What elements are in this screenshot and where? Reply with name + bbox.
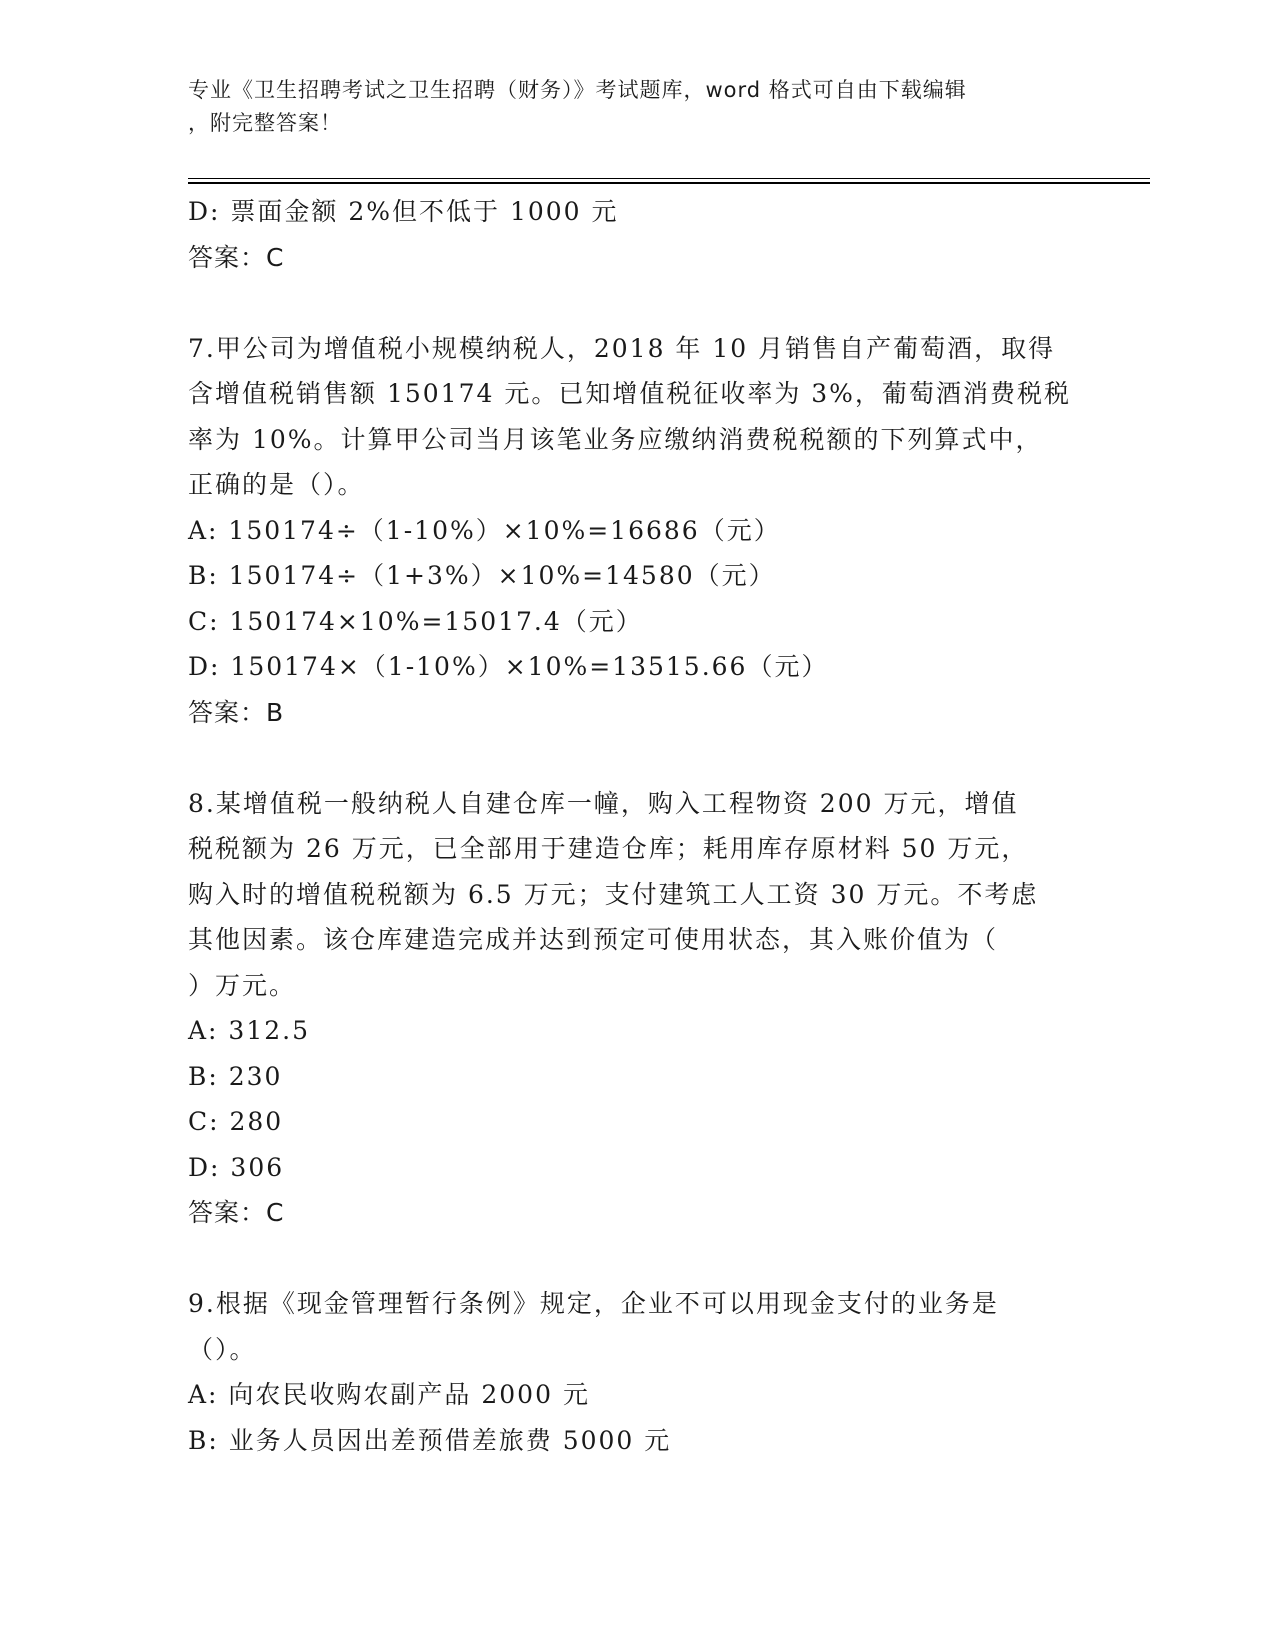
document-body [188, 189, 1088, 1463]
spacer [188, 735, 1088, 781]
question-text: 购入时的增值税税额为 6.5 万元；支付建筑工人工资 30 万元。不考虑 [188, 879, 1039, 909]
option-a: A: 向农民收购农副产品 2000 元 [188, 1380, 590, 1409]
option-a: A: 150174÷（1-10%）×10%=16686（元） [188, 515, 781, 545]
question-text: 7.甲公司为增值税小规模纳税人，2018 年 10 月销售自产葡萄酒，取得 [188, 333, 1056, 363]
option-b: B: 150174÷（1+3%）×10%=14580（元） [188, 561, 776, 590]
question-9 [188, 1281, 1088, 1463]
header-rule-thick [188, 182, 1150, 184]
option-c: C: 280 [188, 1107, 284, 1136]
question-text: 8.某增值税一般纳税人自建仓库一幢，购入工程物资 200 万元，增值 [188, 788, 1019, 818]
spacer [188, 1236, 1088, 1282]
option-d: D: 票面金额 2%但不低于 1000 元 [188, 197, 619, 226]
question-text: 9.根据《现金管理暂行条例》规定，企业不可以用现金支付的业务是 [188, 1289, 999, 1318]
question-text: 正确的是（）。 [188, 470, 365, 499]
option-b: B: 业务人员因出差预借差旅费 5000 元 [188, 1425, 672, 1455]
option-c: C: 150174×10%=15017.4（元） [188, 606, 643, 636]
option-b: B: 230 [188, 1061, 283, 1091]
question-7 [188, 326, 1088, 736]
answer: 答案：B [188, 697, 285, 727]
question-text: ）万元。 [188, 970, 297, 1000]
question-text: 其他因素。该仓库建造完成并达到预定可使用状态，其入账价值为（ [188, 925, 999, 954]
question-8 [188, 781, 1088, 1236]
question-text: （）。 [188, 1334, 257, 1364]
header-line-1: 专业《卫生招聘考试之卫生招聘（财务）》考试题库，word 格式可自由下载编辑 [188, 78, 967, 102]
option-d: D: 306 [188, 1152, 285, 1182]
answer: 答案：C [188, 1198, 285, 1227]
header-rule-thin [188, 178, 1150, 179]
spacer [188, 280, 1088, 326]
question-text: 税税额为 26 万元，已全部用于建造仓库；耗用库存原材料 50 万元， [188, 834, 1029, 863]
question-text: 率为 10%。计算甲公司当月该笔业务应缴纳消费税税额的下列算式中， [188, 424, 1043, 454]
answer: 答案：C [188, 242, 285, 272]
option-d: D: 150174×（1-10%）×10%=13515.66（元） [188, 652, 829, 681]
document-header [188, 74, 1068, 140]
option-a: A: 312.5 [188, 1016, 310, 1045]
question-text: 含增值税销售额 150174 元。已知增值税征收率为 3%，葡萄酒消费税税 [188, 379, 1071, 408]
header-line-2: ，附完整答案！ [188, 111, 342, 135]
